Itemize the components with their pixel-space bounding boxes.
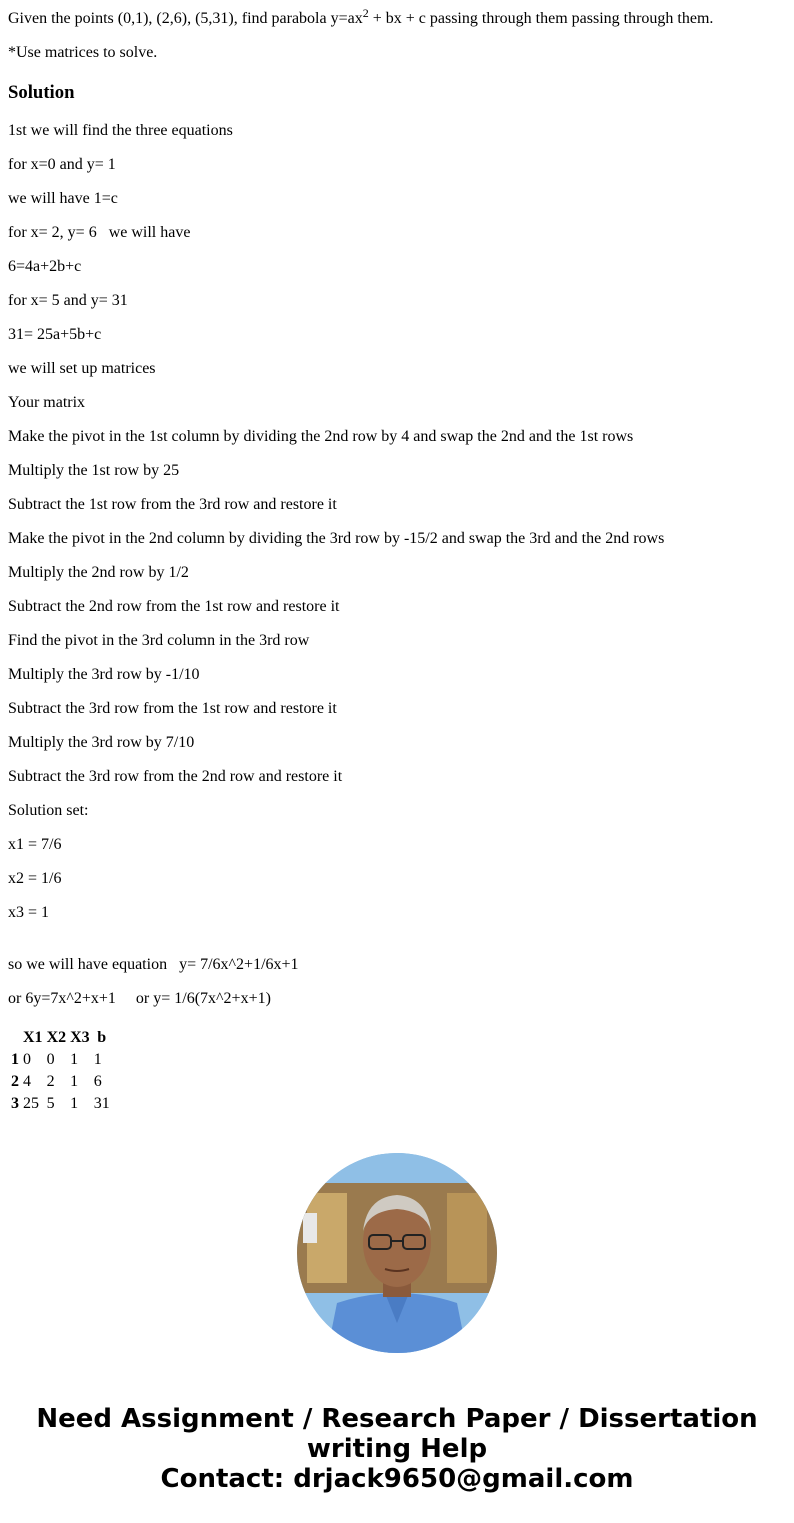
matrix-cell: 6 xyxy=(93,1073,102,1090)
matrix-cell: 0 xyxy=(46,1051,55,1068)
step-line: x1 = 7/6 xyxy=(8,836,62,853)
question-text: Given the points (0,1), (2,6), (5,31), find parabola y=ax xyxy=(8,10,363,27)
matrix-cell: 0 xyxy=(23,1051,31,1068)
matrix-cell: 2 xyxy=(46,1073,55,1090)
step-line: for x=0 and y= 1 xyxy=(8,156,116,173)
step-line: for x= 5 and y= 31 xyxy=(8,292,128,309)
matrix-cell: 1 xyxy=(70,1073,79,1090)
footer-line-1: Need Assignment / Research Paper / Dissertation xyxy=(36,1404,758,1434)
conclusion-line: or 6y=7x^2+x+1 or y= 1/6(7x^2+x+1) xyxy=(8,990,271,1007)
step-line: Your matrix xyxy=(8,394,86,411)
step-line: x3 = 1 xyxy=(8,904,50,921)
exponent: 2 xyxy=(362,6,369,20)
step-line: Find the pivot in the 3rd column in the 3rd row xyxy=(8,632,310,649)
matrix-corner xyxy=(10,1028,20,1048)
matrix-row-label: 1 xyxy=(11,1051,19,1068)
matrix-row xyxy=(10,1050,111,1070)
step-line: Subtract the 3rd row from the 1st row and restore it xyxy=(8,700,337,717)
step-line: x2 = 1/6 xyxy=(8,870,62,887)
footer-banner xyxy=(0,1404,794,1494)
matrix-header-row xyxy=(10,1028,111,1048)
step-line: 6=4a+2b+c xyxy=(8,258,82,275)
step-line: Subtract the 1st row from the 3rd row and restore it xyxy=(8,496,337,513)
footer-line-2: writing Help xyxy=(306,1434,488,1464)
step-line: Subtract the 3rd row from the 2nd row and restore it xyxy=(8,768,343,785)
matrix-cell: 1 xyxy=(93,1051,102,1068)
step-line: 1st we will find the three equations xyxy=(8,122,233,139)
matrix-row xyxy=(10,1094,111,1114)
question-line-2: *Use matrices to solve. xyxy=(8,44,158,61)
footer-contact: Contact: drjack9650@gmail.com xyxy=(160,1464,634,1494)
step-line: we will set up matrices xyxy=(8,360,156,377)
matrix-cell: 25 xyxy=(23,1095,39,1112)
matrix-header-b: b xyxy=(97,1029,107,1046)
question-text-tail: + bx + c passing through them passing through them. xyxy=(368,10,714,27)
conclusion-line: so we will have equation y= 7/6x^2+1/6x+1 xyxy=(8,956,299,973)
matrix-header-x1: X1 xyxy=(23,1029,43,1046)
step-line: Solution set: xyxy=(8,802,89,819)
step-line: for x= 2, y= 6 we will have xyxy=(8,224,191,241)
portrait-image xyxy=(297,1153,497,1353)
step-line: Multiply the 3rd row by 7/10 xyxy=(8,734,195,751)
matrix-cell: 4 xyxy=(23,1073,31,1090)
solution-heading: Solution xyxy=(8,82,75,103)
matrix-header-x3: X3 xyxy=(70,1029,90,1046)
matrix-cell: 5 xyxy=(46,1095,55,1112)
step-line: 31= 25a+5b+c xyxy=(8,326,102,343)
step-line: Make the pivot in the 1st column by dividing the 2nd row by 4 and swap the 2nd and the 1st rows xyxy=(8,428,634,445)
step-line: Subtract the 2nd row from the 1st row and restore it xyxy=(8,598,340,615)
step-line: we will have 1=c xyxy=(8,190,118,207)
question-line-1 xyxy=(8,6,714,28)
matrix-row xyxy=(10,1072,111,1092)
matrix-row-label: 3 xyxy=(11,1095,19,1112)
matrix-header-x2: X2 xyxy=(46,1029,67,1046)
matrix-cell: 31 xyxy=(93,1095,110,1112)
step-line: Make the pivot in the 2nd column by dividing the 3rd row by -15/2 and swap the 3rd and the 2nd rows xyxy=(8,530,665,547)
matrix-table xyxy=(8,1026,113,1116)
matrix-row-label: 2 xyxy=(11,1073,19,1090)
matrix-cell: 1 xyxy=(70,1095,79,1112)
matrix-cell: 1 xyxy=(70,1051,79,1068)
step-line: Multiply the 2nd row by 1/2 xyxy=(8,564,189,581)
step-line: Multiply the 3rd row by -1/10 xyxy=(8,666,200,683)
step-line: Multiply the 1st row by 25 xyxy=(8,462,180,479)
author-avatar xyxy=(297,1153,497,1353)
